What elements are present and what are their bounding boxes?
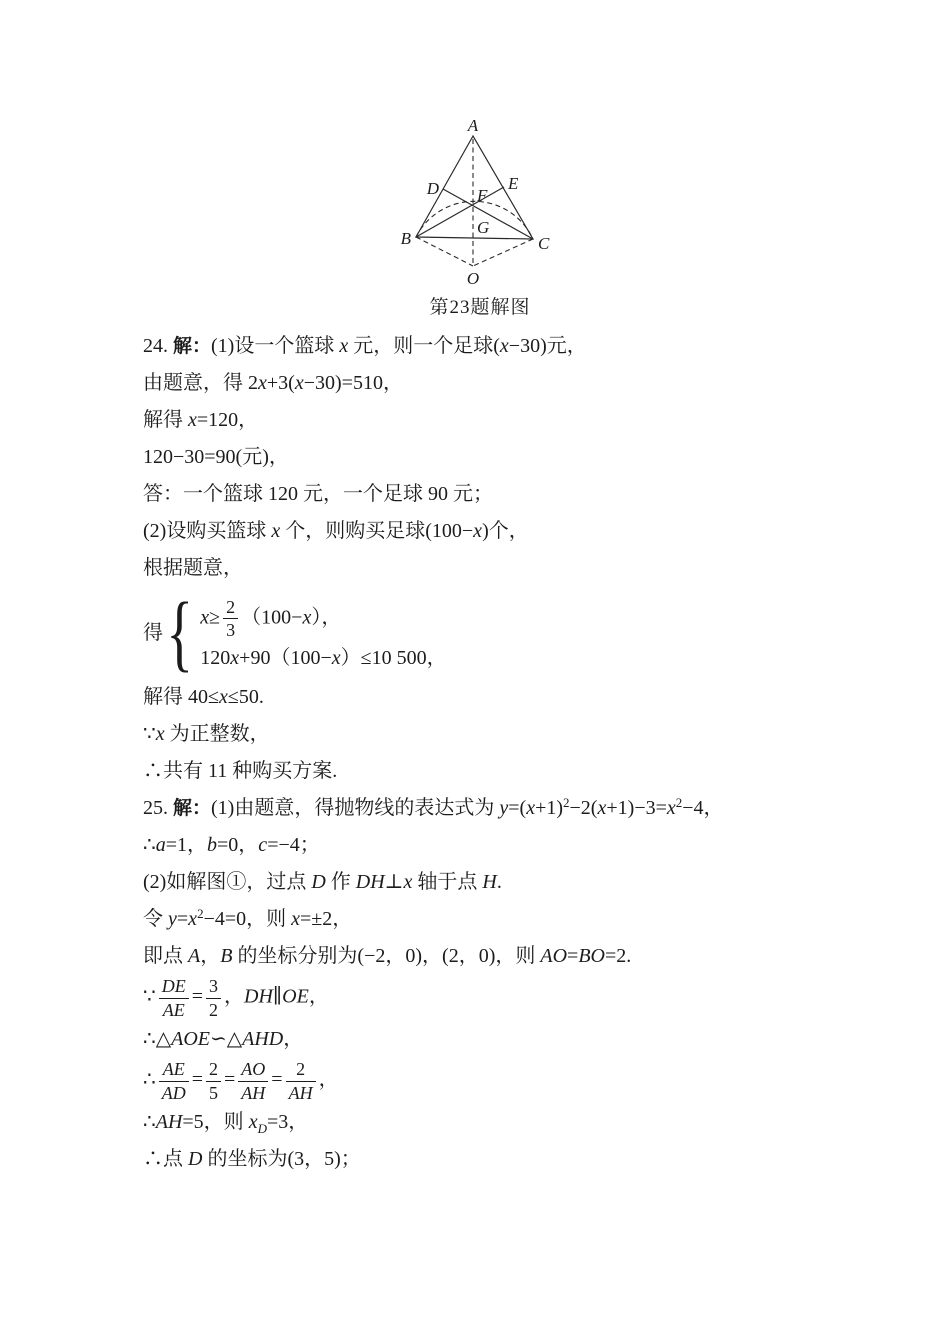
point-label-G: G (477, 218, 490, 237)
math-line: 根据题意， (143, 557, 243, 579)
fraction: $\frac{3}{2}$ (206, 975, 221, 1021)
math-line: (2)如解图①，过点 D 作 DH⊥x 轴于点 H. (143, 871, 502, 893)
fraction: $\frac{2}{3}$ (223, 596, 238, 642)
segment-CO (473, 239, 533, 266)
figure-caption: 第23题解图 (429, 297, 531, 318)
fraction: $\frac{2}{AH}$ (286, 1058, 316, 1104)
math-line (143, 584, 933, 681)
math-line: ∴AH=5，则 $x_D=3$， (143, 1111, 309, 1136)
segment-BO (416, 237, 473, 266)
math-line: 25. 解：(1)由题意，得抛物线的表达式为 $y=(x+1)^2-2(x+1)-3=x^2-4$， (143, 795, 724, 819)
math-line: 120−30=90(元)， (143, 446, 289, 468)
left-brace: { (166, 584, 194, 681)
math-line: 由题意，得 2x+3(x−30)=510， (143, 372, 403, 394)
math-line: 令 $y=x^2-4=0$，则 x=±2， (143, 906, 353, 930)
solutions (143, 328, 933, 1178)
triangle-diagram (380, 106, 580, 298)
fraction: $\frac{AO}{AH}$ (238, 1058, 268, 1104)
math-line: ∵ $\frac{DE}{AE}$ = $\frac{3}{2}$ ，DH∥OE， (143, 976, 329, 1020)
fraction: $\frac{2}{5}$ (206, 1058, 221, 1104)
solution-25 (143, 790, 933, 1178)
math-line: ∴a=1，b=0，c=−4； (143, 834, 320, 856)
point-label-B: B (400, 229, 411, 248)
fraction: $\frac{AE}{AD}$ (159, 1058, 189, 1104)
math-line: ∵x 为正整数， (143, 723, 270, 745)
point-label-D: D (426, 179, 439, 198)
math-line: (2)设购买篮球 x 个，则购买足球(100−x)个， (143, 520, 529, 542)
point-label-A: A (467, 116, 479, 135)
math-line: ∴点 D 的坐标为(3，5)； (143, 1148, 361, 1170)
point-label-C: C (538, 234, 550, 253)
math-line: 答：一个篮球 120 元，一个足球 90 元； (143, 483, 493, 505)
fraction: $\frac{DE}{AE}$ (159, 975, 189, 1021)
solution-24 (143, 328, 933, 790)
point-label-O: O (466, 269, 480, 288)
system-row: 120x+90（100−x）≤10 500， (200, 646, 447, 669)
math-line: 24. 解：(1)设一个篮球 x 元，则一个足球(x−30)元， (143, 335, 587, 357)
system-row: x≥ $\frac{2}{3}$ （100−x）， (200, 596, 342, 640)
dashed-lines (416, 139, 533, 266)
system-rows (200, 596, 446, 671)
point-labels (401, 116, 550, 288)
math-line: ∴ $\frac{AE}{AD}$ = $\frac{2}{5}$ = $\frac{AO}{AH}$ = $\frac{2}{AH}$ ， (143, 1059, 339, 1103)
math-line: 解得 40≤x≤50. (143, 686, 264, 708)
math-line: 即点 A，B 的坐标分别为(−2，0)，(2，0)，则 AO=BO=2. (143, 945, 632, 967)
point-label-F: F (477, 186, 488, 205)
math-line: 解得 x=120， (143, 409, 259, 431)
math-line: ∴共有 11 种购买方案. (143, 760, 338, 782)
system-prefix: 得 (143, 621, 163, 644)
point-label-E: E (508, 174, 519, 193)
math-line: ∴△AOE∽△AHD， (143, 1028, 304, 1050)
